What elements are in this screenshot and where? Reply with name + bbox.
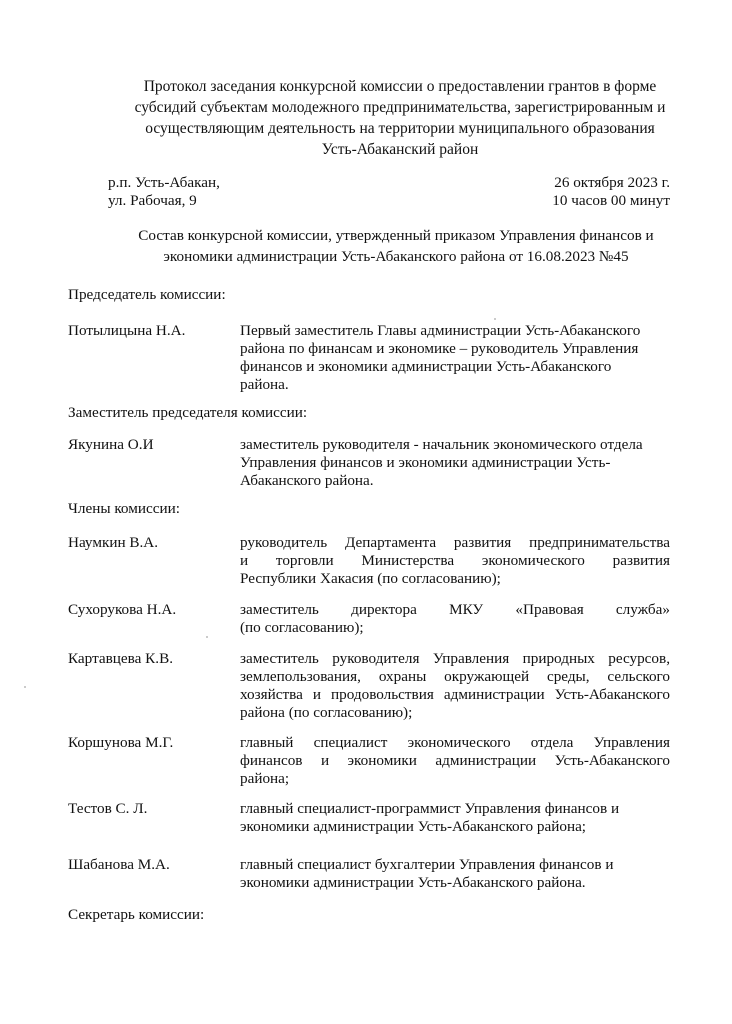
role-line: района (по согласованию); (240, 704, 413, 721)
role-line: главный специалист экономического отдела Управления (240, 734, 670, 751)
commission-composition-heading (60, 225, 732, 267)
role-line: хозяйства и продовольствия администрации Усть-Абаканского (240, 686, 670, 703)
member-role (240, 734, 670, 788)
role-line: Абаканского района. (240, 472, 374, 489)
member-role (240, 856, 670, 892)
scan-speck (24, 686, 26, 688)
role-line: Республики Хакасия (по согласованию); (240, 570, 501, 587)
role-line: главный специалист бухгалтерии Управления финансов и (240, 856, 614, 873)
role-line: экономики администрации Усть-Абаканского района; (240, 818, 587, 835)
deputy-label: Заместитель председателя комиссии: (68, 404, 308, 421)
member-name: Коршунова М.Г. (68, 734, 174, 751)
member-name: Якунина О.И (68, 436, 154, 453)
role-line: района. (240, 376, 289, 393)
title-line: Усть-Абаканский район (321, 141, 479, 158)
member-name: Наумкин В.А. (68, 534, 159, 551)
role-line: и торговли Министерства экономического развития (240, 552, 670, 569)
member-name: Картавцева К.В. (68, 650, 174, 667)
composition-line: Состав конкурсной комиссии, утвержденный приказом Управления финансов и (138, 227, 654, 244)
member-role (240, 322, 670, 394)
role-line: финансов и экономики администрации Усть-Абаканского (240, 752, 670, 769)
role-line: главный специалист-программист Управления финансов и (240, 800, 620, 817)
role-line: Первый заместитель Главы администрации Усть-Абаканского (240, 322, 641, 339)
role-line: финансов и экономики администрации Усть-Абаканского (240, 358, 612, 375)
role-line: землепользования, охраны окружающей среды, сельского (240, 668, 670, 685)
role-line: Управления финансов и экономики администрации Усть- (240, 454, 611, 471)
member-name: Тестов С. Л. (68, 800, 148, 817)
member-role (240, 601, 670, 637)
date-line: 26 октября 2023 г. (554, 174, 670, 191)
member-name: Сухорукова Н.А. (68, 601, 177, 618)
chair-label: Председатель комиссии: (68, 286, 226, 303)
scan-speck (494, 318, 496, 320)
title-line: Протокол заседания конкурсной комиссии о предоставлении грантов в форме (143, 78, 657, 95)
place-line: ул. Рабочая, 9 (108, 192, 197, 209)
place-line: р.п. Усть-Абакан, (108, 174, 220, 191)
member-role (240, 534, 670, 588)
role-line: заместитель руководителя Управления природных ресурсов, (240, 650, 670, 667)
title-line: осуществляющим деятельность на территории муниципального образования (145, 120, 655, 137)
meeting-place (108, 174, 220, 210)
protocol-title (90, 76, 710, 160)
title-line: субсидий субъектам молодежного предпринимательства, зарегистрированным и (134, 99, 666, 116)
member-name: Потылицына Н.А. (68, 322, 186, 339)
members-label: Члены комиссии: (68, 500, 180, 517)
meeting-date (552, 174, 670, 210)
time-line: 10 часов 00 минут (552, 192, 670, 209)
role-line: заместитель руководителя - начальник экономического отдела (240, 436, 643, 453)
role-line: района по финансам и экономике – руководитель Управления (240, 340, 639, 357)
secretary-label: Секретарь комиссии: (68, 906, 205, 923)
role-line: заместитель директора МКУ «Правовая служба» (240, 601, 670, 618)
role-line: руководитель Департамента развития предпринимательства (240, 534, 670, 551)
scan-speck (206, 636, 208, 638)
member-role (240, 650, 670, 722)
member-role (240, 436, 670, 490)
role-line: экономики администрации Усть-Абаканского района. (240, 874, 586, 891)
member-name: Шабанова М.А. (68, 856, 170, 873)
composition-line: экономики администрации Усть-Абаканского района от 16.08.2023 №45 (163, 248, 629, 265)
role-line: района; (240, 770, 290, 787)
role-line: (по согласованию); (240, 619, 364, 636)
member-role (240, 800, 670, 836)
